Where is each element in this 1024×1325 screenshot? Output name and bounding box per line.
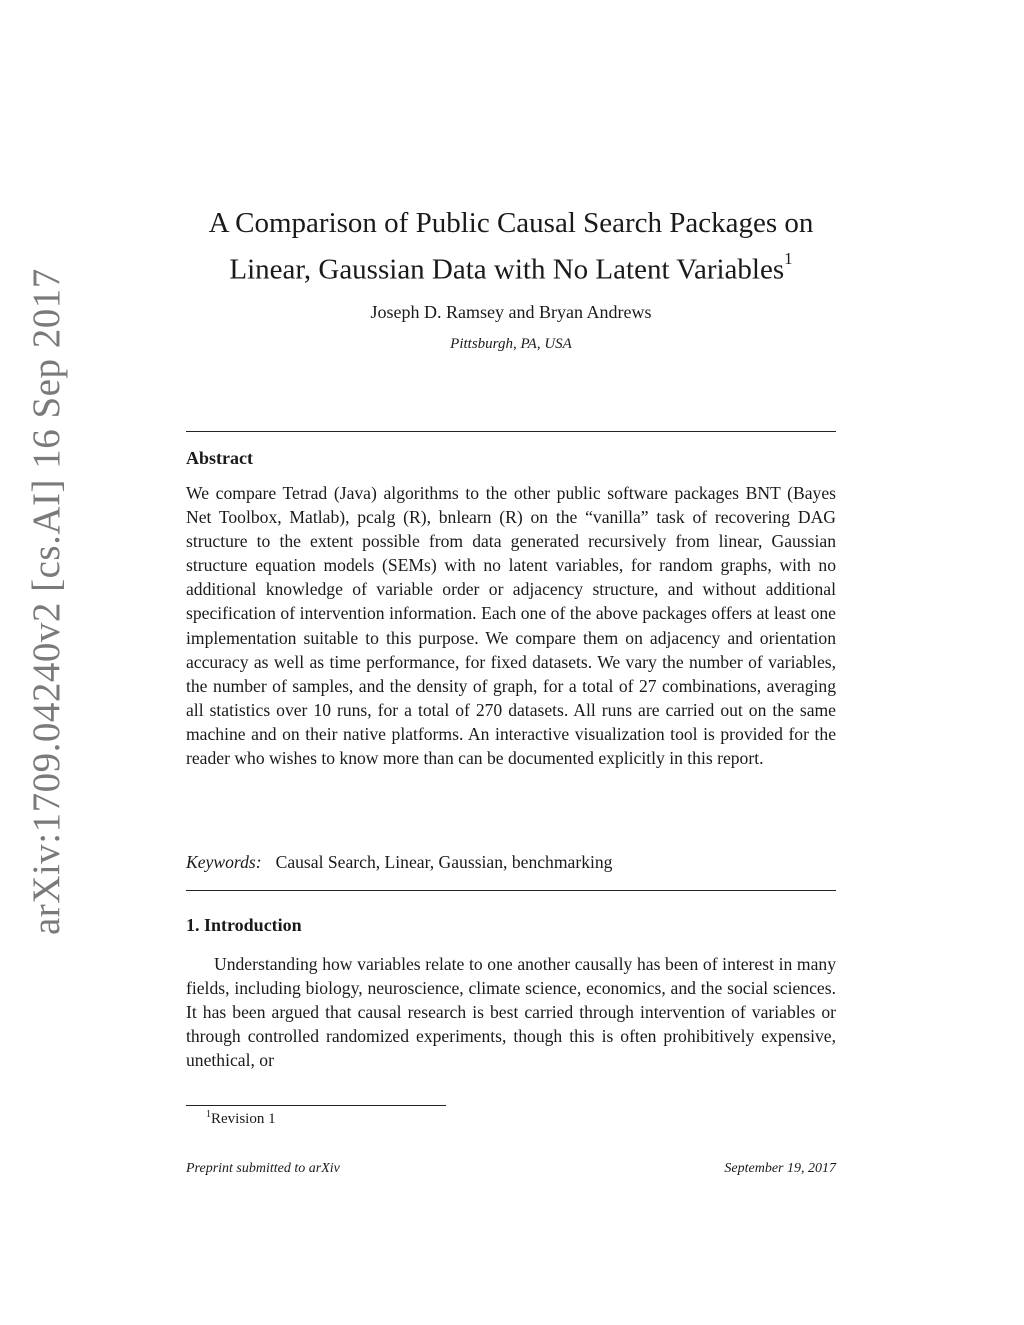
title-line-2-text: Linear, Gaussian Data with No Latent Variables bbox=[229, 253, 785, 286]
affiliation: Pittsburgh, PA, USA bbox=[450, 336, 572, 352]
section-heading-introduction: 1. Introduction bbox=[186, 915, 302, 935]
footnote bbox=[206, 1109, 276, 1128]
abstract-body: We compare Tetrad (Java) algorithms to the other public software packages BNT (Bayes Net Toolbox, Matlab), pcalg (R), bnlearn (R) on the “vanilla” task of recovering DAG structure to the extent possible from data generated recursively from linear, Gaussian structure equation models (SEMs) with no latent variables, for random graphs, with no additional knowledge of variable order or adjacency structure, and without additional specification of intervention information. Each one of the above packages offers at least one implementation suitable to this purpose. We compare them on adjacency and orientation accuracy as well as time performance, for fixed datasets. We vary the number of variables, the number of samples, and the density of graph, for a total of 27 combinations, averaging all statistics over 10 runs, for a total of 270 datasets. All runs are carried out on the same machine and on their native platforms. An interactive visualization tool is provided for the reader who wishes to know more than can be documented explicitly in this report. bbox=[186, 483, 836, 769]
paper-title bbox=[186, 203, 836, 290]
author-list: Joseph D. Ramsey and Bryan Andrews bbox=[370, 302, 652, 322]
arxiv-identifier-stamp: arXiv:1709.04240v2 [cs.AI] 16 Sep 2017 bbox=[25, 268, 68, 935]
introduction-paragraph: Understanding how variables relate to one another causally has been of interest in many fields, including biology, neuroscience, climate science, economics, and the social sciences. It has been argued that causal research is best carried through intervention of variables or through controlled randomized experiments, though this is often prohibitively expensive, unethical, or bbox=[186, 954, 836, 1071]
abstract-top-rule bbox=[186, 431, 836, 432]
footer-preprint-note: Preprint submitted to arXiv bbox=[186, 1161, 340, 1176]
keywords bbox=[186, 852, 836, 873]
footnote-text: Revision 1 bbox=[211, 1111, 276, 1127]
title-line-1: A Comparison of Public Causal Search Packages on bbox=[208, 207, 814, 239]
title-line-2 bbox=[186, 243, 836, 290]
footnote-rule bbox=[186, 1105, 446, 1106]
title-footnote-mark: 1 bbox=[784, 249, 793, 268]
footer-date: September 19, 2017 bbox=[724, 1161, 836, 1176]
keywords-label: Keywords: bbox=[186, 852, 262, 872]
abstract-bottom-rule bbox=[186, 890, 836, 891]
footnote-mark: 1 bbox=[206, 1109, 211, 1120]
keywords-value: Causal Search, Linear, Gaussian, benchmarking bbox=[275, 852, 613, 872]
abstract-heading: Abstract bbox=[186, 448, 253, 468]
